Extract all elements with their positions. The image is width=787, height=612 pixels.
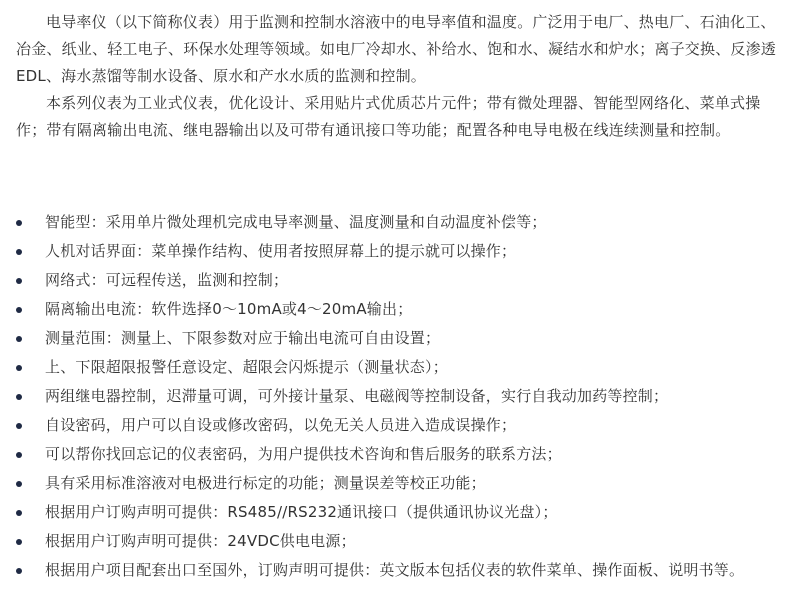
list-item	[16, 527, 776, 556]
list-item-text: 隔离输出电流：软件选择0～10mA或4～20mA输出；	[45, 300, 413, 318]
bullet-icon	[16, 278, 22, 284]
list-item-text: 两组继电器控制，迟滞量可调，可外接计量泵、电磁阀等控制设备，实行自我动加药等控制；	[45, 387, 669, 405]
list-item-text: 根据用户订购声明可提供：RS485//RS232通讯接口（提供通讯协议光盘）；	[45, 503, 558, 521]
list-item	[16, 469, 776, 498]
list-item-text: 测量范围：测量上、下限参数对应于输出电流可自由设置；	[45, 329, 441, 347]
list-item-text: 智能型：采用单片微处理机完成电导率测量、温度测量和自动温度补偿等；	[45, 213, 547, 231]
list-item-text: 可以帮你找回忘记的仪表密码，为用户提供技术咨询和售后服务的联系方法；	[45, 445, 562, 463]
list-item-text: 具有采用标准溶液对电极进行标定的功能；测量误差等校正功能；	[45, 474, 486, 492]
list-item-text: 根据用户订购声明可提供：24VDC供电电源；	[45, 532, 356, 550]
bullet-icon	[16, 481, 22, 487]
intro-paragraph-1: 电导率仪（以下简称仪表）用于监测和控制水溶液中的电导率值和温度。广泛用于电厂、热电厂、石油化工、冶金、纸业、轻工电子、环保水处理等领域。如电厂冷却水、补给水、饱和水、凝结水和炉水；离子交换、反渗透EDL、海水蒸馏等制水设备、原水和产水水质的监测和控制。	[16, 13, 777, 85]
bullet-icon	[16, 249, 22, 255]
feature-list	[16, 208, 776, 585]
bullet-icon	[16, 568, 22, 574]
list-item-text: 自设密码，用户可以自设或修改密码，以免无关人员进入造成误操作；	[45, 416, 517, 434]
intro-section	[16, 9, 776, 144]
bullet-icon	[16, 539, 22, 545]
list-item	[16, 208, 776, 237]
bullet-icon	[16, 394, 22, 400]
list-item-text: 网络式：可远程传送，监测和控制；	[45, 271, 289, 289]
list-item	[16, 353, 776, 382]
bullet-icon	[16, 307, 22, 313]
list-item	[16, 556, 776, 585]
list-item	[16, 266, 776, 295]
bullet-icon	[16, 510, 22, 516]
bullet-icon	[16, 423, 22, 429]
list-item	[16, 411, 776, 440]
list-item	[16, 324, 776, 353]
intro-paragraph-2: 本系列仪表为工业式仪表，优化设计、采用贴片式优质芯片元件；带有微处理器、智能型网络化、菜单式操作；带有隔离输出电流、继电器输出以及可带有通讯接口等功能；配置各种电导电极在线连续测量和控制。	[16, 94, 761, 139]
list-item	[16, 498, 776, 527]
bullet-icon	[16, 452, 22, 458]
list-item	[16, 237, 776, 266]
list-item	[16, 295, 776, 324]
list-item	[16, 440, 776, 469]
bullet-icon	[16, 365, 22, 371]
list-item-text: 人机对话界面：菜单操作结构、使用者按照屏幕上的提示就可以操作；	[45, 242, 517, 260]
bullet-icon	[16, 336, 22, 342]
list-item-text: 上、下限超限报警任意设定、超限会闪烁提示（测量状态）；	[45, 358, 448, 376]
list-item-text: 根据用户项目配套出口至国外，订购声明可提供：英文版本包括仪表的软件菜单、操作面板、说明书等。	[45, 561, 745, 579]
bullet-icon	[16, 220, 22, 226]
list-item	[16, 382, 776, 411]
